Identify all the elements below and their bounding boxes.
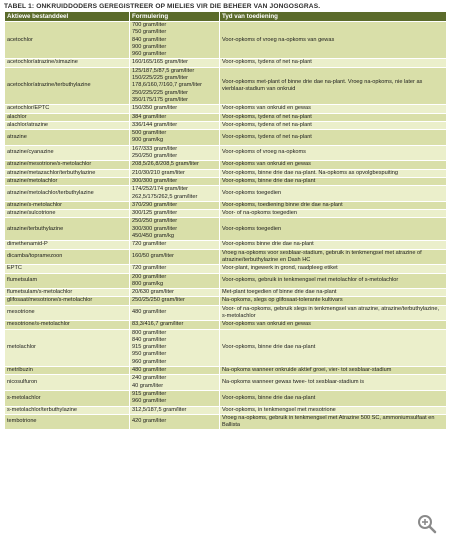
formulation-cell bbox=[130, 414, 220, 430]
active-ingredient-cell: acetochlor/atrazine/terbuthylazine bbox=[5, 67, 130, 104]
table-row bbox=[5, 390, 447, 406]
formulation-line: 420 gram/liter bbox=[132, 418, 167, 425]
formulation-line: 500 gram/liter bbox=[132, 130, 167, 137]
formulation-cell bbox=[130, 305, 220, 321]
formulation-line: 300/125 gram/liter bbox=[132, 210, 178, 217]
formulation-line: 250/25/250 gram/liter bbox=[132, 297, 185, 304]
application-time-line: Na-opkoms wanneer gewas twee- tot sesblaar-stadium is bbox=[222, 379, 365, 385]
application-time-line: Voor-opkoms of vroeg na-opkoms van gewas bbox=[222, 36, 335, 43]
formulation-cell bbox=[130, 113, 220, 121]
formulation-line: 240 gram/liter bbox=[132, 375, 167, 382]
active-ingredient-cell: mesotrione/s-metolachlor bbox=[5, 321, 130, 329]
formulation-line: 350/175/175 gram/liter bbox=[132, 96, 188, 103]
formulation-line: 160/50 gram/liter bbox=[132, 253, 174, 260]
table-row bbox=[5, 22, 447, 59]
formulation-line: 262,5/175/262,5 gram/liter bbox=[132, 193, 198, 200]
zoom-magnifier-icon[interactable] bbox=[414, 511, 440, 537]
application-time-line: Voor-opkoms, binne drie dae na-plant. Na-opkoms as opvolgbespuiting bbox=[222, 169, 398, 176]
formulation-line: 160/165/165 gram/liter bbox=[132, 59, 188, 66]
application-time-line: Voor-opkoms toegedien bbox=[222, 189, 282, 196]
application-time-cell bbox=[220, 249, 447, 265]
active-ingredient-cell: alachlor bbox=[5, 113, 130, 121]
application-time-cell bbox=[220, 161, 447, 169]
formulation-line: 20/630 gram/liter bbox=[132, 289, 174, 296]
application-time-line: Met-plant toegedien of binne drie dae na-plant bbox=[222, 289, 337, 296]
application-time-cell bbox=[220, 390, 447, 406]
application-time-cell bbox=[220, 329, 447, 366]
active-ingredient-cell: atrazine/metolachlor/terbuthylazine bbox=[5, 186, 130, 202]
application-time-cell bbox=[220, 121, 447, 129]
active-ingredient-cell: atrazine/sulcotrione bbox=[5, 210, 130, 218]
active-ingredient-cell: atrazine/metolachlor bbox=[5, 177, 130, 185]
formulation-line: 300/300 gram/liter bbox=[132, 225, 178, 232]
application-time-line: Voor-opkoms, tydens of net na-plant bbox=[222, 59, 312, 66]
table-row bbox=[5, 67, 447, 104]
formulation-line: 840 gram/liter bbox=[132, 36, 167, 43]
herbicide-table bbox=[4, 11, 447, 430]
formulation-line: 700 gram/liter bbox=[132, 22, 167, 28]
active-ingredient-cell: glifosaat/mesotrione/s-metolachlor bbox=[5, 297, 130, 305]
formulation-cell bbox=[130, 161, 220, 169]
table-row bbox=[5, 210, 447, 218]
active-ingredient-cell: atrazine/metazachlor/terbuthylazine bbox=[5, 169, 130, 177]
application-time-line: Voor-opkoms van onkruid en gewas bbox=[222, 161, 311, 168]
application-time-line: Voor-opkoms van onkruid en gewas bbox=[222, 105, 311, 112]
application-time-cell bbox=[220, 321, 447, 329]
application-time-cell bbox=[220, 59, 447, 67]
formulation-cell bbox=[130, 121, 220, 129]
application-time-cell bbox=[220, 241, 447, 249]
formulation-cell bbox=[130, 390, 220, 406]
formulation-line: 125/187,5/87,5 gram/liter bbox=[132, 67, 195, 74]
formulation-line: 900 gram/kg bbox=[132, 137, 164, 144]
active-ingredient-cell: dimethenamid-P bbox=[5, 241, 130, 249]
formulation-line: 960 gram/liter bbox=[132, 358, 167, 365]
application-time-cell bbox=[220, 22, 447, 59]
table-header bbox=[5, 12, 447, 22]
formulation-cell bbox=[130, 249, 220, 265]
formulation-line: 40 gram/liter bbox=[132, 382, 164, 389]
formulation-cell bbox=[130, 22, 220, 59]
formulation-line: 960 gram/liter bbox=[132, 398, 167, 405]
application-time-line: Voor-plant, ingewerk in grond, raadpleeg etiket bbox=[222, 265, 338, 272]
table-row bbox=[5, 367, 447, 375]
application-time-cell bbox=[220, 67, 447, 104]
table-row bbox=[5, 59, 447, 67]
table-row bbox=[5, 289, 447, 297]
application-time-line: Voor-opkoms, in tenkmengsel met mesotrione bbox=[222, 406, 336, 413]
application-time-line: Voor- of na-opkoms toegedien bbox=[222, 210, 297, 217]
application-time-cell bbox=[220, 218, 447, 241]
formulation-line: 250/250 gram/liter bbox=[132, 153, 178, 160]
application-time-cell bbox=[220, 169, 447, 177]
formulation-line: 750 gram/liter bbox=[132, 29, 167, 36]
formulation-line: 150/350 gram/liter bbox=[132, 105, 178, 112]
active-ingredient-cell: atrazine/terbuthylazine bbox=[5, 218, 130, 241]
active-ingredient-cell: alachlor/atrazine bbox=[5, 121, 130, 129]
formulation-line: 480 gram/liter bbox=[132, 309, 167, 316]
application-time-line: Voor-opkoms, binne drie dae na-plant bbox=[222, 344, 316, 351]
application-time-cell bbox=[220, 289, 447, 297]
application-time-line: Voor-opkoms, tydens of net na-plant bbox=[222, 121, 312, 128]
formulation-line: 960 gram/liter bbox=[132, 51, 167, 58]
table-row bbox=[5, 305, 447, 321]
active-ingredient-cell: s-metolachlor bbox=[5, 390, 130, 406]
active-ingredient-cell: acetochlor bbox=[5, 22, 130, 59]
application-time-cell bbox=[220, 105, 447, 113]
formulation-line: 480 gram/liter bbox=[132, 367, 167, 374]
application-time-cell bbox=[220, 130, 447, 146]
table-row bbox=[5, 169, 447, 177]
application-time-cell bbox=[220, 367, 447, 375]
application-time-line: Vroeg na-opkoms voor sesblaar-stadium, gebruik in tenkmengsel met atrazine of atrazine/terbuthylazine en Dash HC bbox=[222, 249, 422, 263]
table-row bbox=[5, 161, 447, 169]
active-ingredient-cell: flumetsulam/s-metolachlor bbox=[5, 289, 130, 297]
application-time-line: Voor-opkoms, gebruik in tenkmengsel met metolachlor of s-metolachlor bbox=[222, 277, 399, 284]
table-row bbox=[5, 177, 447, 185]
formulation-line: 840 gram/liter bbox=[132, 336, 167, 343]
header-active-ingredient: Aktiewe bestanddeel bbox=[5, 12, 130, 22]
application-time-line: Na-opkoms, slegs op glifosaat-tolerante kultivars bbox=[222, 297, 343, 304]
active-ingredient-cell: atrazine/mesotrione/s-metolachlor bbox=[5, 161, 130, 169]
application-time-cell bbox=[220, 201, 447, 209]
application-time-line: Voor-opkoms, toediening binne drie dae na-plant bbox=[222, 201, 343, 208]
application-time-cell bbox=[220, 297, 447, 305]
active-ingredient-cell: flumetsulam bbox=[5, 273, 130, 289]
application-time-cell bbox=[220, 375, 447, 391]
formulation-line: 900 gram/liter bbox=[132, 43, 167, 50]
table-caption: TABEL 1: ONKRUIDDODERS GEREGISTREER OP MIELIES VIR DIE BEHEER VAN JONGOSGRAS. bbox=[4, 3, 321, 10]
application-time-cell bbox=[220, 210, 447, 218]
active-ingredient-cell: atrazine/s-metolachlor bbox=[5, 201, 130, 209]
table-row bbox=[5, 145, 447, 161]
formulation-cell bbox=[130, 265, 220, 273]
formulation-line: 915 gram/liter bbox=[132, 390, 167, 397]
application-time-line: Voor-opkoms, binne drie dae na-plant bbox=[222, 394, 316, 401]
formulation-cell bbox=[130, 210, 220, 218]
header-application-time: Tyd van toediening bbox=[220, 12, 447, 22]
formulation-line: 720 gram/liter bbox=[132, 265, 167, 272]
formulation-line: 178,6/160,7/160,7 gram/liter bbox=[132, 82, 202, 89]
formulation-line: 300/300 gram/liter bbox=[132, 177, 178, 184]
active-ingredient-cell: atrazine/cyanazine bbox=[5, 145, 130, 161]
formulation-cell bbox=[130, 406, 220, 414]
table-row bbox=[5, 249, 447, 265]
formulation-cell bbox=[130, 186, 220, 202]
formulation-cell bbox=[130, 218, 220, 241]
formulation-line: 950 gram/liter bbox=[132, 351, 167, 358]
active-ingredient-cell: acetochlor/atrazine/simazine bbox=[5, 59, 130, 67]
application-time-cell bbox=[220, 406, 447, 414]
formulation-line: 208,5/26,8/208,5 gram/liter bbox=[132, 161, 199, 168]
table-row bbox=[5, 414, 447, 430]
table-row bbox=[5, 297, 447, 305]
table-row bbox=[5, 201, 447, 209]
table-row bbox=[5, 113, 447, 121]
application-time-line: Vroeg na-opkoms, gebruik in tenkmengsel met Atrazine 500 SC, ammoniumsulfaat en Ballista bbox=[222, 414, 435, 429]
table-row bbox=[5, 273, 447, 289]
application-time-cell bbox=[220, 265, 447, 273]
formulation-cell bbox=[130, 145, 220, 161]
table-row bbox=[5, 406, 447, 414]
application-time-line: Voor-opkoms, tydens of net na-plant bbox=[222, 133, 312, 140]
application-time-cell bbox=[220, 145, 447, 161]
application-time-line: Voor- of na-opkoms, gebruik slegs in tenkmengsel van atrazine, atrazine/terbuthylazine, s-metolachlor bbox=[222, 305, 440, 319]
formulation-line: 150/225/225 gram/liter bbox=[132, 75, 188, 82]
formulation-line: 800 gram/liter bbox=[132, 329, 167, 336]
formulation-line: 336/144 gram/liter bbox=[132, 121, 178, 128]
header-formulation: Formulering bbox=[130, 12, 220, 22]
table-row bbox=[5, 105, 447, 113]
application-time-line: Voor-opkoms, binne drie dae na-plant bbox=[222, 177, 316, 184]
active-ingredient-cell: metribuzin bbox=[5, 367, 130, 375]
formulation-cell bbox=[130, 169, 220, 177]
formulation-cell bbox=[130, 273, 220, 289]
table-row bbox=[5, 375, 447, 391]
active-ingredient-cell: atrazine bbox=[5, 130, 130, 146]
formulation-cell bbox=[130, 375, 220, 391]
formulation-line: 915 gram/liter bbox=[132, 344, 167, 351]
application-time-cell bbox=[220, 186, 447, 202]
active-ingredient-cell: mesotrione bbox=[5, 305, 130, 321]
formulation-line: 200 gram/liter bbox=[132, 273, 167, 280]
formulation-cell bbox=[130, 329, 220, 366]
table-row bbox=[5, 329, 447, 366]
header-row bbox=[5, 12, 447, 22]
active-ingredient-cell: dicamba/topramezoon bbox=[5, 249, 130, 265]
table-row bbox=[5, 130, 447, 146]
application-time-line: Voor-opkoms, tydens of net na-plant bbox=[222, 113, 312, 120]
formulation-line: 250/250 gram/liter bbox=[132, 218, 178, 225]
application-time-cell bbox=[220, 113, 447, 121]
application-time-cell bbox=[220, 305, 447, 321]
table-row bbox=[5, 121, 447, 129]
formulation-line: 720 gram/liter bbox=[132, 241, 167, 248]
table-row bbox=[5, 265, 447, 273]
active-ingredient-cell: s-metolachlor/terbuthylazine bbox=[5, 406, 130, 414]
table-row bbox=[5, 186, 447, 202]
formulation-cell bbox=[130, 59, 220, 67]
application-time-cell bbox=[220, 414, 447, 430]
formulation-line: 174/252/174 gram/liter bbox=[132, 186, 188, 193]
application-time-line: Voor-opkoms of vroeg na-opkoms bbox=[222, 149, 306, 156]
formulation-cell bbox=[130, 130, 220, 146]
application-time-line: Voor-opkoms toegedien bbox=[222, 225, 282, 232]
formulation-line: 83,3/416,7 gram/liter bbox=[132, 321, 184, 328]
application-time-line: Voor-opkoms met-plant of binne drie dae na-plant. Vroeg na-opkoms, nie later as vierblaar-stadium van onkruid bbox=[222, 78, 423, 93]
formulation-cell bbox=[130, 289, 220, 297]
formulation-cell bbox=[130, 367, 220, 375]
application-time-line: Voor-opkoms van onkruid en gewas bbox=[222, 321, 311, 328]
formulation-cell bbox=[130, 67, 220, 104]
formulation-line: 250/225/225 gram/liter bbox=[132, 89, 188, 96]
formulation-cell bbox=[130, 177, 220, 185]
table-row bbox=[5, 241, 447, 249]
active-ingredient-cell: nicosulfuron bbox=[5, 375, 130, 391]
formulation-line: 312,5/187,5 gram/liter bbox=[132, 406, 187, 413]
formulation-line: 800 gram/kg bbox=[132, 280, 164, 287]
formulation-cell bbox=[130, 105, 220, 113]
table-row bbox=[5, 321, 447, 329]
active-ingredient-cell: acetochlor/EPTC bbox=[5, 105, 130, 113]
formulation-cell bbox=[130, 297, 220, 305]
formulation-cell bbox=[130, 321, 220, 329]
formulation-line: 167/333 gram/liter bbox=[132, 145, 178, 152]
formulation-line: 384 gram/liter bbox=[132, 113, 167, 120]
application-time-line: Voor-opkoms binne drie dae na-plant bbox=[222, 241, 314, 248]
table-body bbox=[5, 22, 447, 430]
formulation-line: 210/30/210 gram/liter bbox=[132, 169, 185, 176]
formulation-cell bbox=[130, 201, 220, 209]
application-time-cell bbox=[220, 273, 447, 289]
application-time-cell bbox=[220, 177, 447, 185]
table-row bbox=[5, 218, 447, 241]
active-ingredient-cell: metolachlor bbox=[5, 329, 130, 366]
formulation-cell bbox=[130, 241, 220, 249]
formulation-line: 370/290 gram/liter bbox=[132, 201, 178, 208]
active-ingredient-cell: tembotrione bbox=[5, 414, 130, 430]
active-ingredient-cell: EPTC bbox=[5, 265, 130, 273]
formulation-line: 450/450 gram/kg bbox=[132, 233, 174, 240]
application-time-line: Na-opkoms wanneer onkruide aktief groei, vier- tot sesblaar-stadium bbox=[222, 367, 392, 374]
